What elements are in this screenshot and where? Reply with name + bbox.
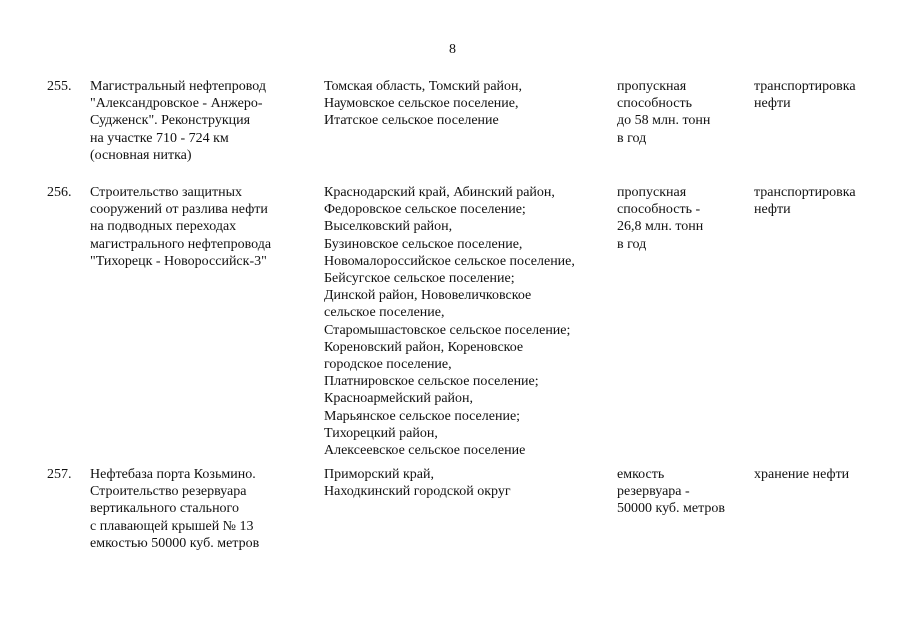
object-name: Строительство защитных сооружений от разлива нефти на подводных переходах магистрального нефтепровода "Тихорецк - Новороссийск-3" [90,185,272,269]
object-purpose: транспортировка нефти [754,79,856,112]
table-row [0,184,905,466]
object-name: Нефтебаза порта Козьмино. Строительство резервуара вертикального стального с плавающей крышей № 13 емкостью 50000 куб. метров [90,467,260,551]
objects-table [0,78,905,566]
object-purpose: хранение нефти [754,467,850,482]
object-location: Краснодарский край, Абинский район, Федоровское сельское поселение; Выселковский район, Бузиновское сельское поселение, Новомалороссийское сельское поселение, Бейсугское сельское поселение; Динской район, Нововеличковское сельское поселение, Старомышастовское сельское поселение; Кореновский район, Кореновское городское поселение, Платнировское сельское поселение; Красноармейский район, Марьянское сельское поселение; Тихорецкий район, Алексеевское сельское поселение [324,185,575,459]
object-capacity: пропускная способность до 58 млн. тонн в год [617,79,711,146]
object-capacity: пропускная способность - 26,8 млн. тонн в год [617,185,704,252]
row-number: 255. [47,79,72,94]
object-purpose: транспортировка нефти [754,185,856,218]
object-location: Томская область, Томский район, Наумовское сельское поселение, Итатское сельское поселение [324,79,523,129]
row-number: 257. [47,467,72,482]
object-location: Приморский край, Находкинский городской округ [324,467,511,500]
table-row [0,78,905,184]
row-number: 256. [47,185,72,200]
object-capacity: емкость резервуара - 50000 куб. метров [617,467,726,517]
table-row [0,466,905,566]
page-number: 8 [449,42,456,57]
object-name: Магистральный нефтепровод "Александровское - Анжеро- Судженск". Реконструкция на участке 710 - 724 км (основная нитка) [90,79,267,163]
